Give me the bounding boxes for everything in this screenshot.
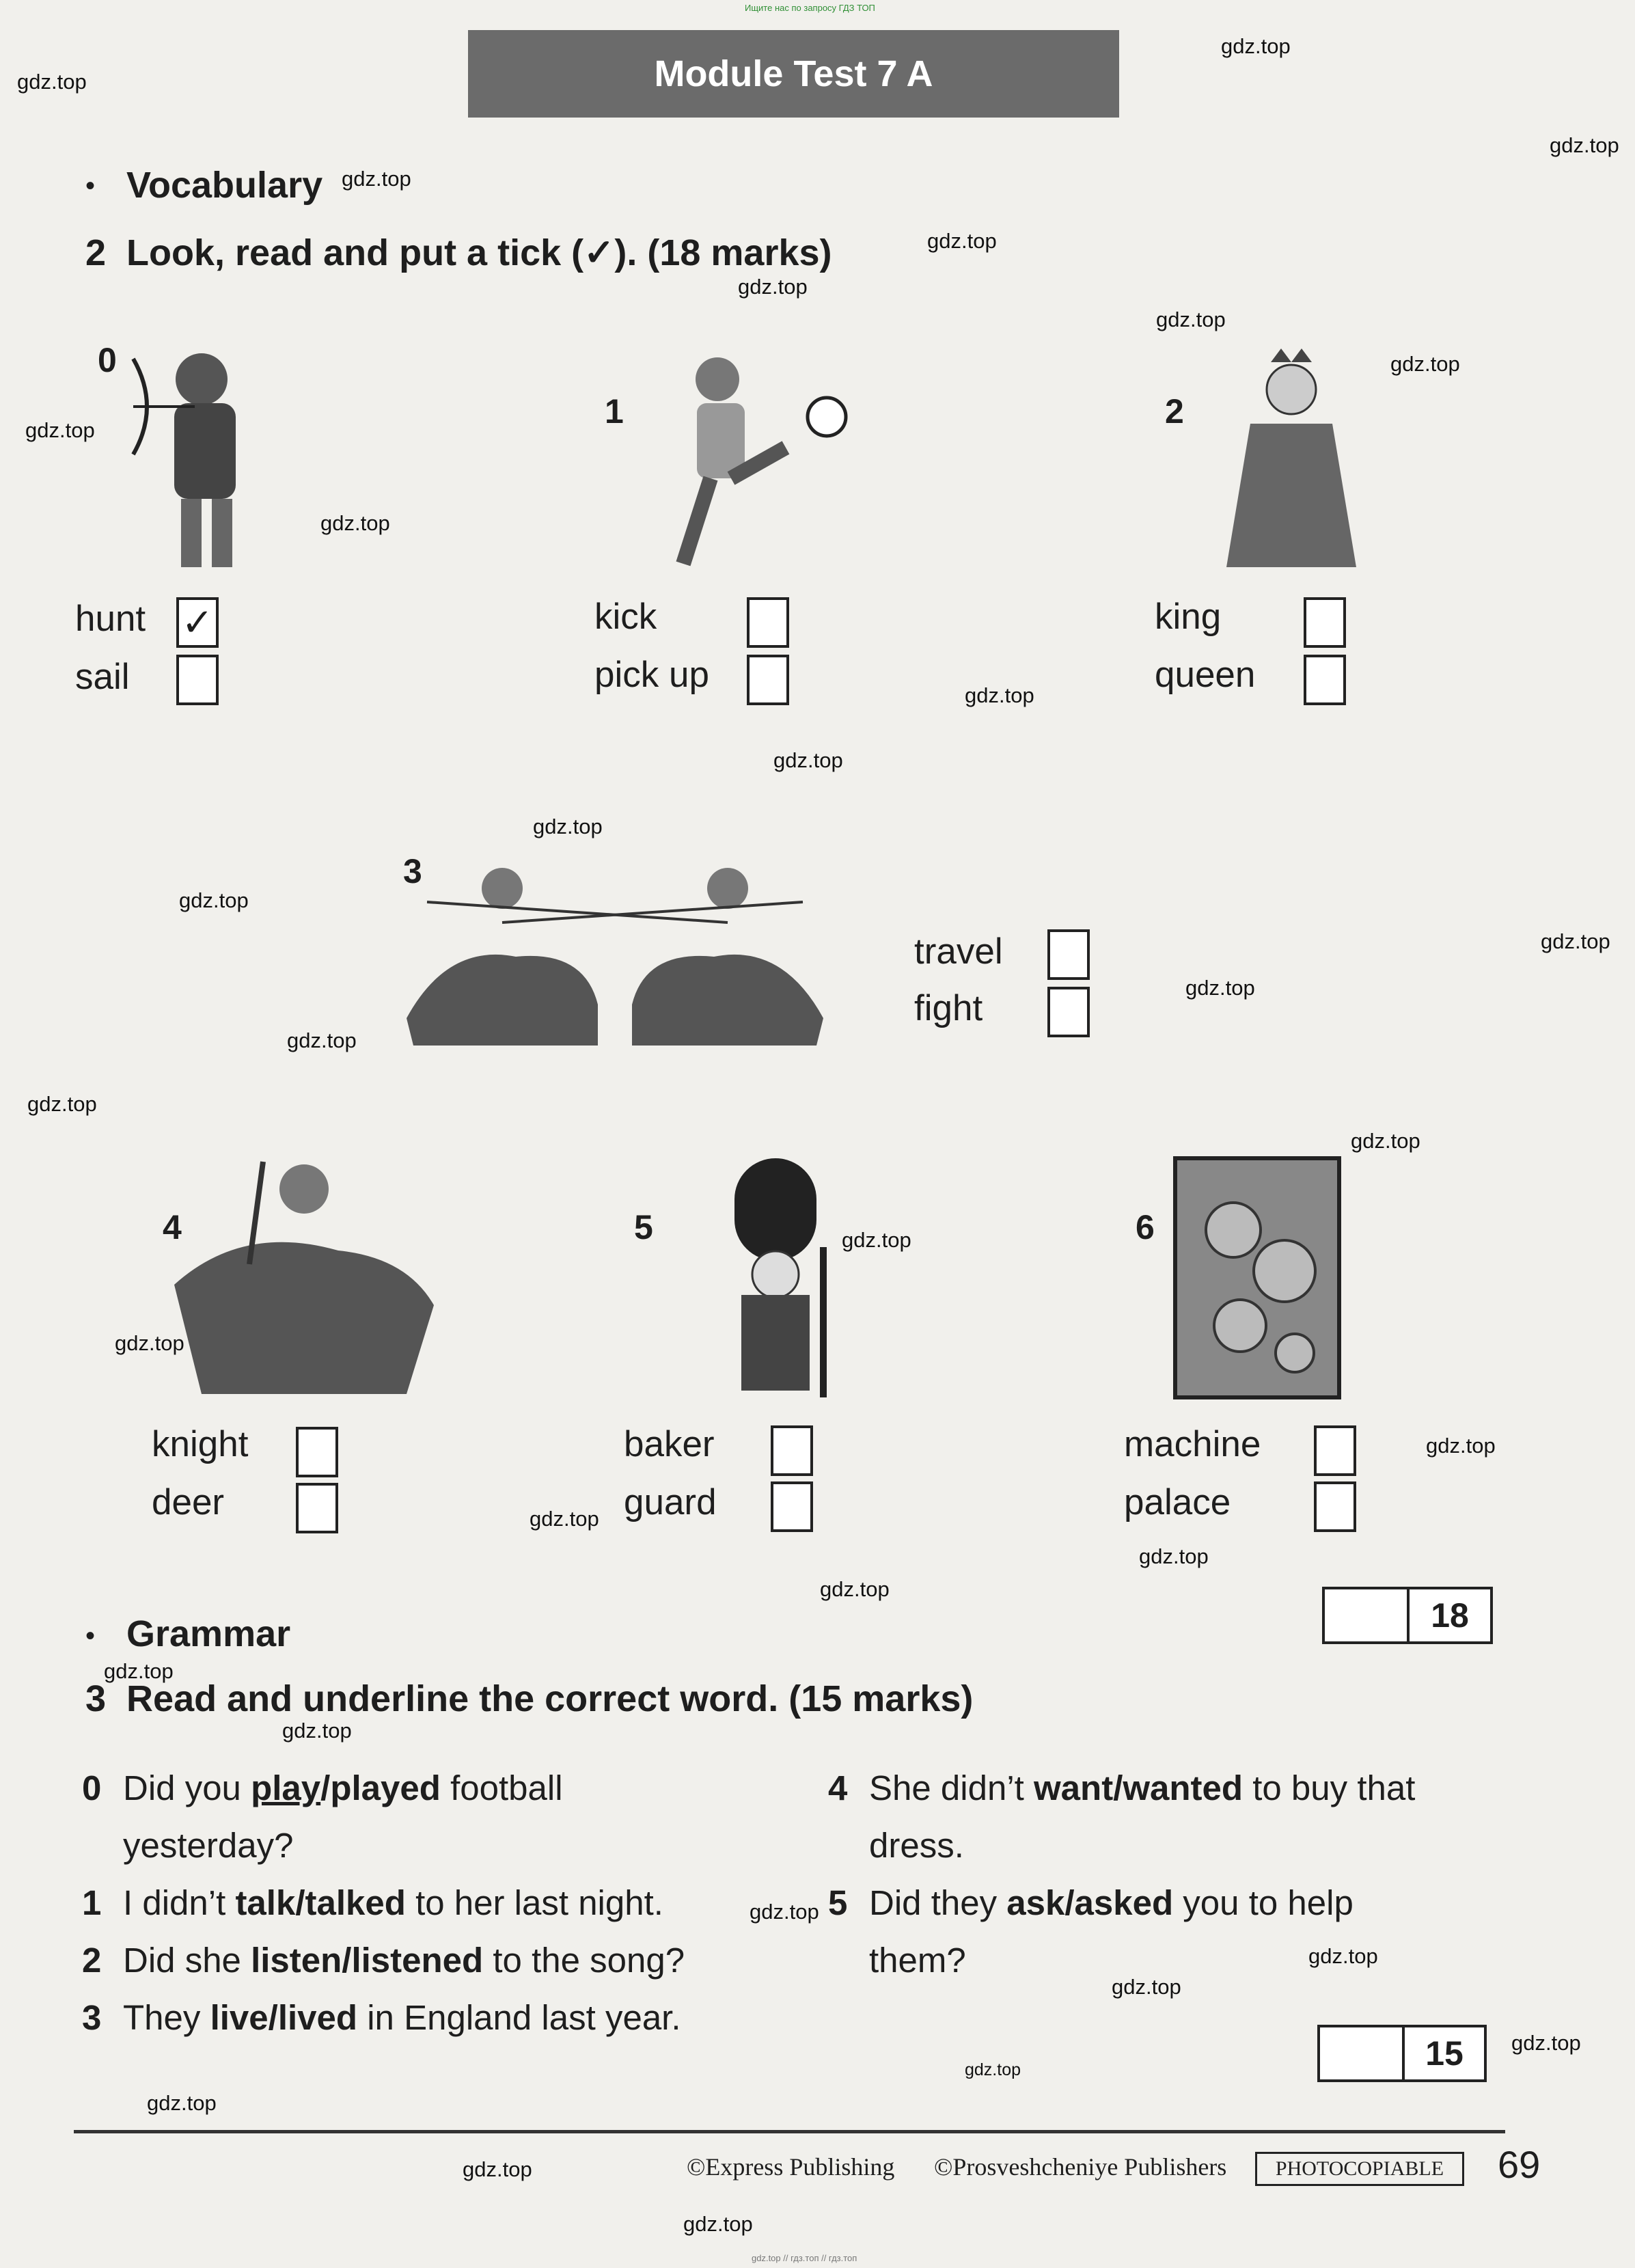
option-slash: / [342, 1941, 352, 1980]
bleed-through-decoration [957, 157, 1571, 362]
option-a[interactable]: play [251, 1768, 321, 1807]
vocab-item-number: 6 [1136, 1208, 1155, 1246]
watermark: gdz.top [463, 2157, 532, 2181]
score-total: 18 [1431, 1596, 1469, 1635]
option-b[interactable]: played [330, 1768, 441, 1807]
watermark: gdz.top [17, 70, 87, 94]
watermark: gdz.top [287, 1028, 357, 1052]
sentence-pre: I didn’t [123, 1883, 236, 1922]
vocab-item-number: 0 [98, 341, 117, 379]
grammar-bullet: • [85, 1621, 96, 1651]
vocab-word: hunt [75, 599, 146, 639]
watermark: gdz.top [1139, 1544, 1209, 1568]
grammar-sentence-0 [82, 1760, 765, 1874]
vocab-word: queen [1155, 655, 1256, 695]
jousting-knights-picture [393, 847, 837, 1052]
vocab-word: sail [75, 657, 130, 697]
watermark: gdz.top [1390, 352, 1460, 376]
option-a[interactable]: listen [251, 1941, 342, 1980]
sentence-number: 4 [828, 1768, 848, 1807]
grammar-sentence-2 [82, 1932, 793, 1989]
option-a[interactable]: ask [1006, 1883, 1065, 1922]
photocopiable-label: PHOTOCOPIABLE [1255, 2152, 1464, 2186]
score-entry-cell[interactable] [1320, 2027, 1405, 2079]
grammar-sentence-1 [82, 1874, 793, 1932]
option-slash: / [1064, 1883, 1075, 1922]
option-b[interactable]: lived [277, 1998, 358, 2037]
watermark: gdz.top [738, 275, 808, 299]
vocab-word: fight [914, 988, 983, 1028]
tick-box[interactable] [176, 655, 219, 705]
vocab-word: travel [914, 931, 1003, 972]
option-slash: / [320, 1768, 331, 1807]
score-total: 15 [1425, 2034, 1464, 2073]
sentence-number: 2 [82, 1941, 102, 1980]
option-b[interactable]: wanted [1123, 1768, 1244, 1807]
tick-box[interactable] [747, 655, 789, 705]
grammar-sentence-4 [828, 1760, 1511, 1874]
vocab-word: guard [624, 1482, 717, 1522]
publisher-express: ©Express Publishing [687, 2153, 895, 2181]
tick-box[interactable]: ✓ [176, 597, 219, 648]
sentence-line2: yesterday? [123, 1826, 294, 1865]
sentence-post: to her last night. [405, 1883, 663, 1922]
watermark: gdz.top [179, 888, 249, 912]
watermark: gdz.top [25, 418, 95, 442]
watermark: gdz.top [1351, 1129, 1420, 1153]
vocab-word: kick [594, 597, 657, 637]
option-a[interactable]: live [210, 1998, 269, 2037]
sentence-pre: Did they [869, 1883, 1007, 1922]
watermark: gdz.top [773, 748, 843, 772]
sentence-number: 3 [82, 1998, 102, 2037]
sentence-number: 5 [828, 1883, 848, 1922]
vocab-word: machine [1124, 1424, 1261, 1464]
sentence-post: to the song? [483, 1941, 685, 1980]
watermark: gdz.top [320, 511, 390, 535]
grammar-heading: Grammar [126, 1613, 291, 1654]
watermark: gdz.top [1185, 976, 1255, 1000]
sentence-pre: They [123, 1998, 210, 2037]
bottom-notice: gdz.top // гдз.топ // гдз.топ [752, 2253, 857, 2263]
watermark: gdz.top [683, 2212, 753, 2236]
vocab-word: palace [1124, 1482, 1231, 1522]
watermark: gdz.top [115, 1331, 184, 1355]
tick-box[interactable] [1314, 1425, 1356, 1476]
score-entry-cell[interactable] [1325, 1589, 1410, 1641]
tick-box[interactable] [771, 1425, 813, 1476]
tick-box[interactable] [1304, 597, 1346, 648]
sentence-post: you to help [1173, 1883, 1354, 1922]
sentence-pre: Did she [123, 1941, 251, 1980]
watermark: gdz.top [104, 1659, 174, 1683]
watermark: gdz.top [1511, 2031, 1581, 2055]
sentence-post: in England last year. [357, 1998, 681, 2037]
watermark: gdz.top [750, 1900, 819, 1924]
watermark: gdz.top [1156, 308, 1226, 331]
tick-box[interactable] [1047, 929, 1090, 980]
vocab-item-number: 3 [403, 852, 422, 890]
guard-picture [707, 1158, 844, 1397]
tick-box[interactable] [296, 1427, 338, 1477]
sentence-line2: them? [869, 1941, 966, 1980]
football-boy-picture [635, 345, 861, 577]
grammar-sentence-5 [828, 1874, 1511, 1989]
top-notice: Ищите нас по запросу ГДЗ ТОП [745, 3, 875, 13]
queen-picture [1223, 349, 1360, 574]
publisher-prosveshcheniye: ©Prosveshcheniye Publishers [934, 2153, 1227, 2181]
vocabulary-score-box [1322, 1587, 1493, 1644]
vocab-word: knight [152, 1424, 249, 1464]
watermark: gdz.top [1550, 133, 1619, 157]
tick-box[interactable] [771, 1481, 813, 1532]
option-slash: / [268, 1998, 278, 2037]
vocabulary-heading: Vocabulary [126, 165, 323, 206]
watermark: gdz.top [965, 2060, 1021, 2079]
vocab-item-number: 2 [1165, 392, 1184, 431]
watermark: gdz.top [1541, 929, 1610, 953]
watermark: gdz.top [820, 1577, 890, 1601]
option-a[interactable]: talk [235, 1883, 296, 1922]
watermark: gdz.top [282, 1719, 352, 1743]
sentence-post: football [440, 1768, 563, 1807]
vocabulary-instruction: 2 Look, read and put a tick (✓). (18 marks) [85, 232, 832, 273]
tick-box[interactable] [747, 597, 789, 648]
sentence-post: to buy that [1243, 1768, 1416, 1807]
option-slash: / [1113, 1768, 1123, 1807]
tick-box[interactable] [1314, 1481, 1356, 1532]
machine-picture [1172, 1155, 1343, 1401]
option-slash: / [295, 1883, 305, 1922]
sentence-number: 1 [82, 1883, 102, 1922]
watermark: gdz.top [533, 815, 603, 838]
watermark: gdz.top [530, 1507, 599, 1531]
watermark: gdz.top [842, 1228, 911, 1252]
page-title: Module Test 7 A [468, 30, 1119, 118]
tick-box[interactable] [1304, 655, 1346, 705]
watermark: gdz.top [1221, 34, 1291, 58]
watermark: gdz.top [1426, 1434, 1496, 1458]
option-a[interactable]: want [1034, 1768, 1114, 1807]
grammar-score-box [1317, 2025, 1487, 2082]
watermark: gdz.top [1112, 1975, 1181, 1999]
vocab-word: king [1155, 597, 1222, 637]
watermark: gdz.top [927, 229, 997, 253]
watermark: gdz.top [965, 683, 1034, 707]
page-number: 69 [1498, 2143, 1541, 2186]
tick-box[interactable] [1047, 987, 1090, 1037]
vocab-item-number: 4 [163, 1208, 182, 1246]
sentence-pre: Did you [123, 1768, 251, 1807]
vocab-item-number: 5 [634, 1208, 653, 1246]
sentence-pre: She didn’t [869, 1768, 1034, 1807]
sentence-number: 0 [82, 1768, 102, 1807]
footer-divider [74, 2130, 1505, 2133]
archer-picture [120, 331, 277, 591]
grammar-instruction: 3 Read and underline the correct word. (15 marks) [85, 1678, 974, 1719]
knight-on-horse-picture [161, 1148, 448, 1408]
watermark: gdz.top [147, 2091, 217, 2115]
vocabulary-bullet: • [85, 171, 96, 201]
watermark: gdz.top [1308, 1944, 1378, 1968]
tick-box[interactable] [296, 1483, 338, 1533]
vocab-item-number: 1 [605, 392, 624, 431]
option-b[interactable]: listened [351, 1941, 484, 1980]
option-b[interactable]: asked [1074, 1883, 1174, 1922]
sentence-line2: dress. [869, 1826, 964, 1865]
vocab-word: baker [624, 1424, 715, 1464]
vocab-word: deer [152, 1482, 225, 1522]
watermark: gdz.top [342, 167, 411, 191]
vocab-word: pick up [594, 655, 709, 695]
grammar-sentence-3 [82, 1989, 793, 2047]
watermark: gdz.top [27, 1092, 97, 1116]
option-b[interactable]: talked [305, 1883, 406, 1922]
